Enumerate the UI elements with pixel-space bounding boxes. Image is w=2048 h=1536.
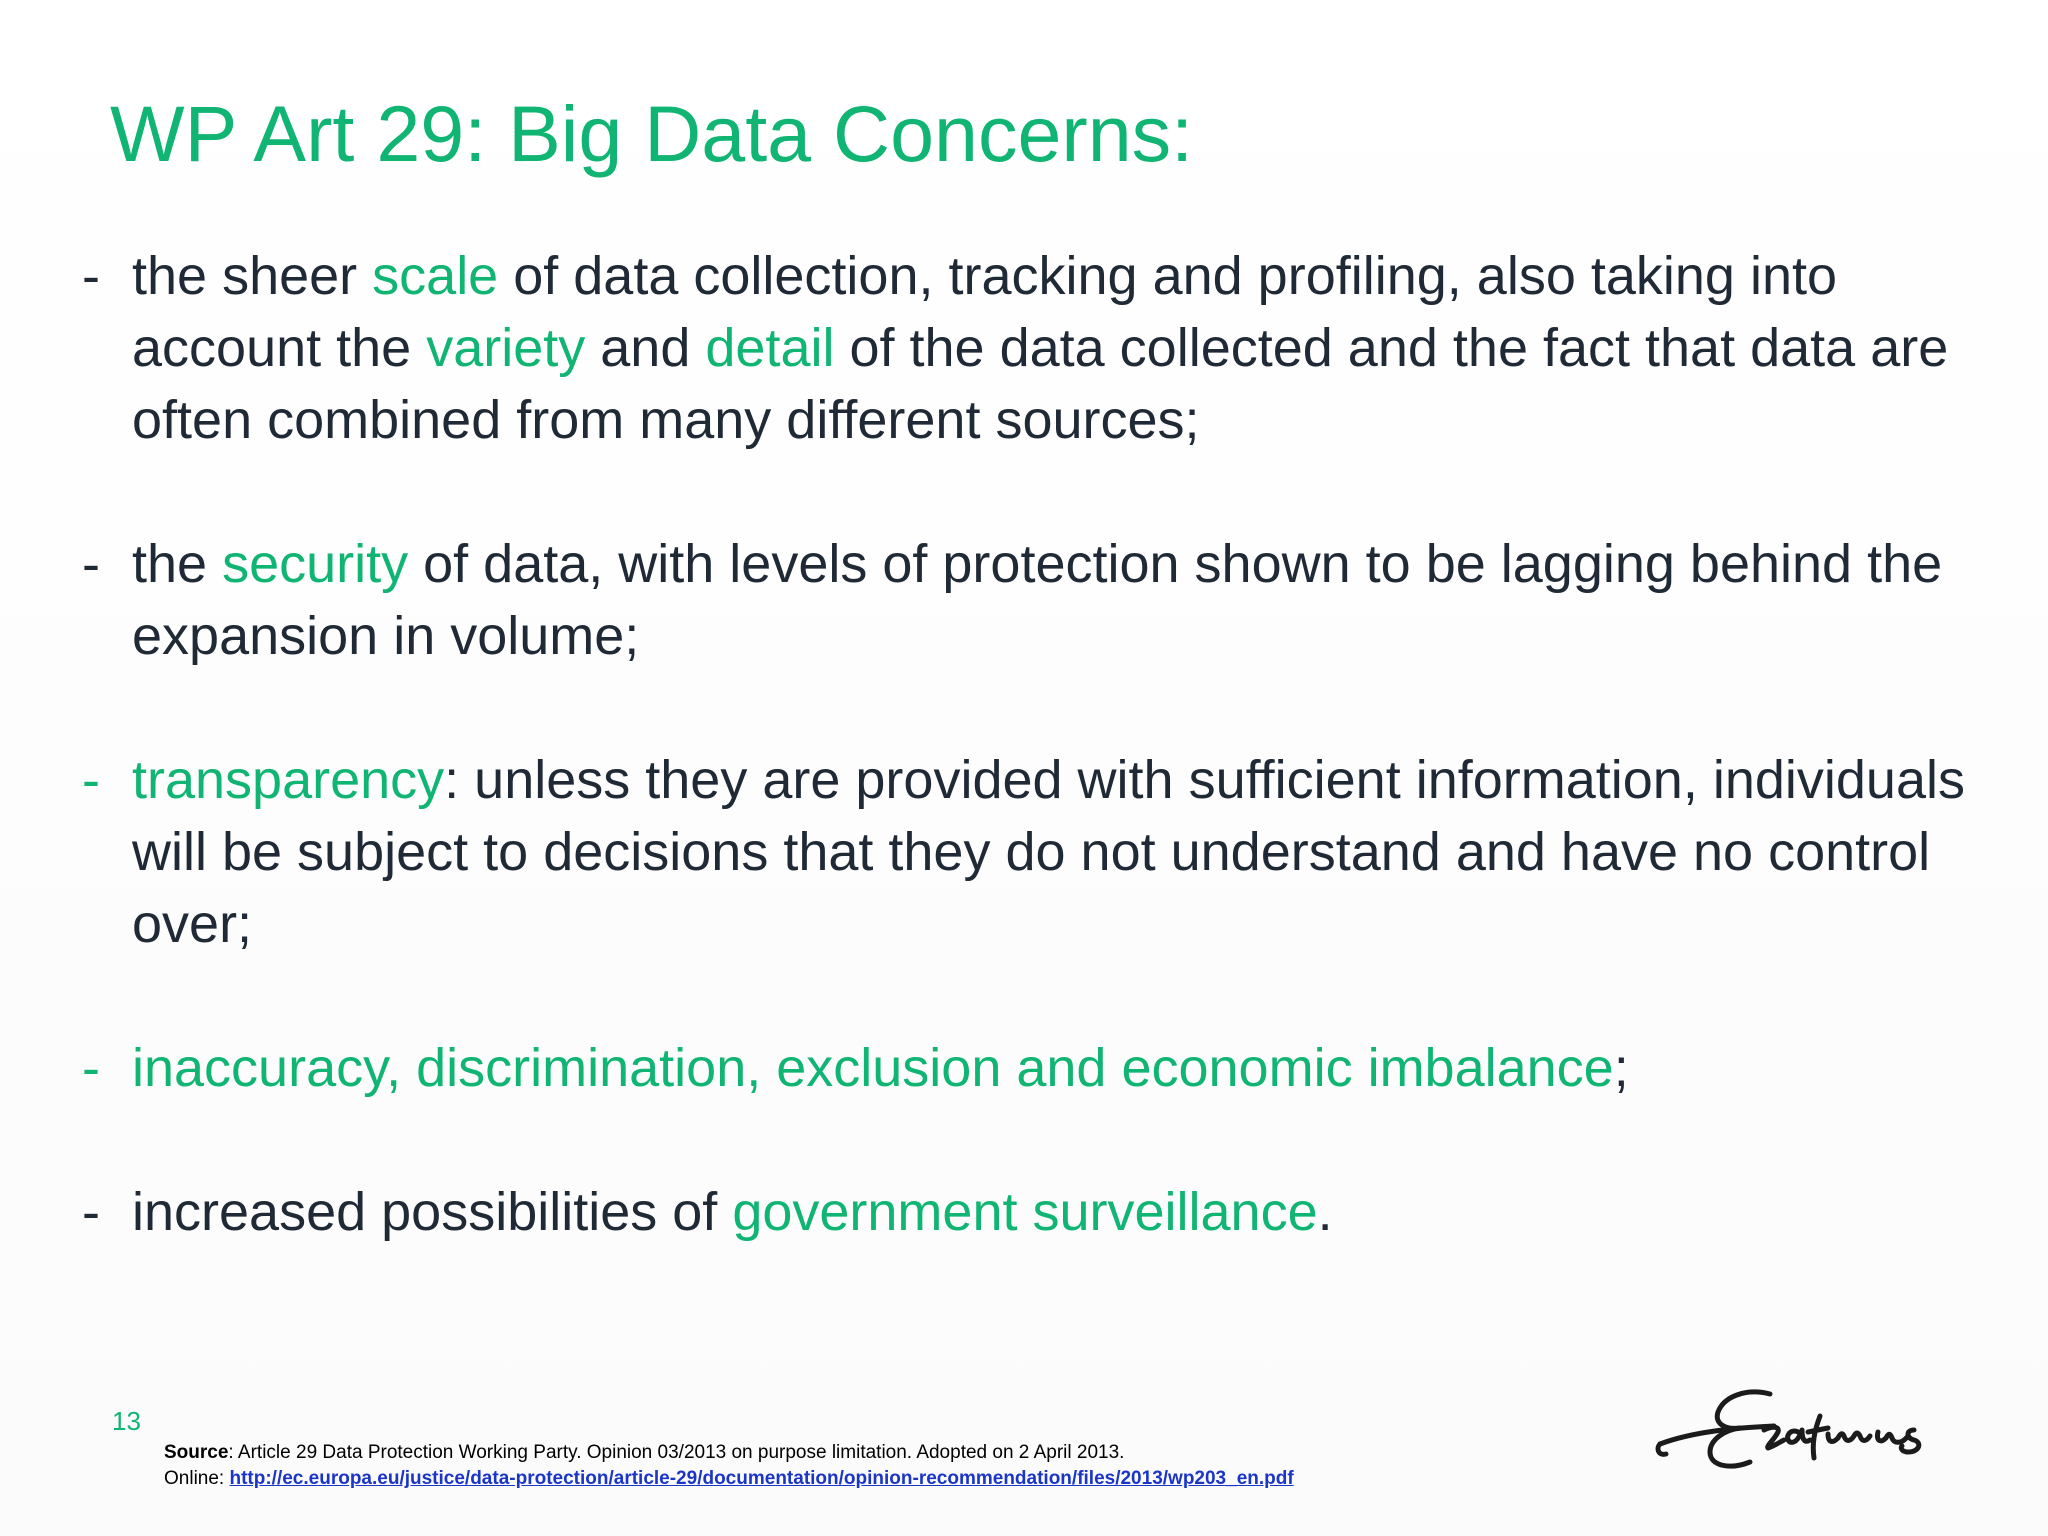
bullet-item xyxy=(82,744,1982,960)
bullet-text: ; xyxy=(1613,1038,1629,1098)
highlight-term: government surveillance xyxy=(732,1182,1318,1242)
highlight-term: scale xyxy=(372,246,499,306)
bullet-text: : unless they are provided with sufficient information, individuals will be subject to decisions that they do not understand and have no control over; xyxy=(132,750,1965,954)
erasmus-signature-logo xyxy=(1652,1386,1952,1476)
bullet-text: the sheer xyxy=(132,246,373,306)
online-line xyxy=(164,1466,1294,1492)
source-text: : Article 29 Data Protection Working Party. Opinion 03/2013 on purpose limitation. Adopted on 2 April 2013. xyxy=(228,1442,1125,1463)
bullet-item xyxy=(82,1032,1982,1104)
bullet-dash: - xyxy=(82,246,100,306)
bullet-text: . xyxy=(1317,1182,1333,1242)
bullet-text: of data, with levels of protection shown to be lagging behind the expansion in volume; xyxy=(132,534,1943,666)
highlight-term: detail xyxy=(705,318,835,378)
bullet-dash: - xyxy=(82,1038,100,1098)
slide-title: WP Art 29: Big Data Concerns: xyxy=(110,89,1194,178)
online-label: Online: xyxy=(164,1468,230,1489)
bullet-list xyxy=(82,240,1982,1320)
bullet-dash: - xyxy=(82,1182,100,1242)
page-number: 13 xyxy=(112,1406,141,1436)
bullet-item xyxy=(82,528,1982,672)
bullet-text: and xyxy=(585,318,706,378)
highlight-term: security xyxy=(222,534,409,594)
highlight-term: variety xyxy=(426,318,586,378)
bullet-text: increased possibilities of xyxy=(132,1182,733,1242)
source-label: Source xyxy=(164,1442,229,1463)
bullet-text: the xyxy=(132,534,223,594)
bullet-item xyxy=(82,240,1982,456)
bullet-dash: - xyxy=(82,750,100,810)
source-citation xyxy=(164,1440,1294,1492)
bullet-item xyxy=(82,1176,1982,1248)
bullet-text: of the data collected and the fact that data are often combined from many different sources; xyxy=(132,318,1949,450)
bullet-dash: - xyxy=(82,534,100,594)
source-link[interactable]: http://ec.europa.eu/justice/data-protection/article-29/documentation/opinion-recommendation/files/2013/wp203_en.pdf xyxy=(229,1468,1294,1489)
bullet-text: of data collection, tracking and profiling, also taking into account the xyxy=(132,246,1838,378)
highlight-term: transparency xyxy=(132,750,445,810)
source-line xyxy=(164,1440,1294,1466)
highlight-term: inaccuracy, discrimination, exclusion and economic imbalance xyxy=(132,1038,1614,1098)
